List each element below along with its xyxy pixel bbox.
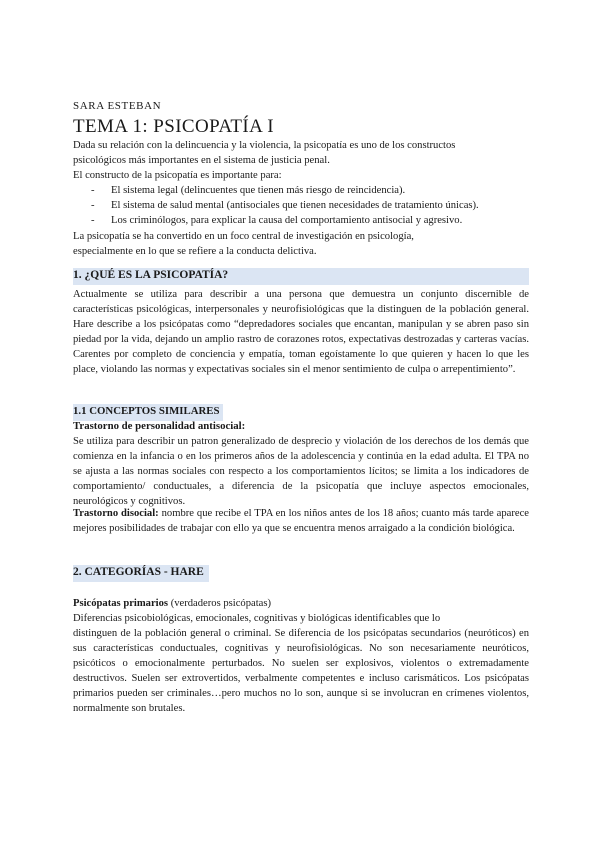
intro-bullet-list [73,183,479,228]
subsection-heading: 1.1 CONCEPTOS SIMILARES [73,405,220,417]
intro-line: Dada su relación con la delincuencia y la violencia, la psicopatía es uno de los constructos [73,140,456,151]
intro-line: El constructo de la psicopatía es importante para: [73,170,282,182]
list-item: - Los criminólogos, para explicar la causa del comportamiento antisocial y agresivo. [73,213,479,228]
tpa-title: Trastorno de personalidad antisocial: [73,420,246,432]
intro-line: La psicopatía se ha convertido en un foco central de investigación en psicología, [73,230,414,242]
tpa-body: Se utiliza para describir un patron generalizado de desprecio y violación de los derechos de los demás que comienza en la infancia o en los primeros años de la adolescencia y continúa en la edad adulta. El TPA no se ajusta a las normas sociales con respecto a los comportamientos lícitos; se limita a los indicadores de comportamiento/ conductuales, a diferencia de la psicopatía que incluye aspectos emocionales, neurológicos y cognitivos. [73,436,529,508]
tdis-paragraph [73,506,529,536]
section1-body: Actualmente se utiliza para describir a una persona que demuestra un conjunto discernible de características psicológicas, interpersonales y neurofisiológicas que la distinguen de la población general. Hare describe a los psicópatas como “depredadores sociales que encantan, manipulan y se abren paso sin piedad por la vida, dejando un amplio rastro de corazones rotos, expectativas destrozadas y carteras vacías. Carentes por completo de conciencia y empatía, toman egoístamente lo que quieren y hacen lo que les place, violando las normas y expectativas sociales sin el menor sentimiento de culpa o arrepentimiento”. [73,289,529,376]
tdis-body: nombre que recibe el TPA en los niños antes de los 18 años; cuanto más tarde aparece mejores posibilidades de trabajar con ello ya que se encuentra menos arraigado a la condición biológica. [73,508,529,535]
primarios-title: Psicópatas primarios [73,598,169,609]
intro-line: especialmente en lo que se refiere a la conducta delictiva. [73,245,317,257]
primarios-body: distinguen de la población general o criminal. Se diferencia de los psicópatas secundarios (neuróticos) en sus características conductuales, cognitivas y neurofisiológicas. No son necesariamente neuróticos, psicóticos o emocionalmente perturbados. No suelen ser explosivos, violentos o extremadamente destructivos. Suelen ser extrovertidos, verbalmente competentes e incluso carismáticos. Los psicópatas primarios pueden ser criminales…pero muchos no lo son, aunque si se involucran en crímenes violentos, normalmente son brutales. [73,628,529,715]
intro-block [73,138,479,259]
page-title: TEMA 1: PSICOPATÍA I [73,116,275,137]
list-item: - El sistema de salud mental (antisociales que tienen necesidades de tratamiento únicas). [73,198,479,213]
section-heading-1: 1. ¿QUÉ ES LA PSICOPATÍA? [73,269,229,281]
author-name: SARA ESTEBAN [73,100,162,112]
section-heading-2: 2. CATEGORÍAS - HARE [73,566,204,578]
list-item: - El sistema legal (delincuentes que tienen más riesgo de reincidencia). [73,183,479,198]
primarios-note: (verdaderos psicópatas) [168,598,271,609]
tdis-title: Trastorno disocial: [73,508,159,519]
intro-line: psicológicos más importantes en el sistema de justicia penal. [73,155,330,167]
primarios-title-line [73,596,529,611]
primarios-line: Diferencias psicobiológicas, emocionales, cognitivas y biológicas identificables que lo [73,613,441,624]
